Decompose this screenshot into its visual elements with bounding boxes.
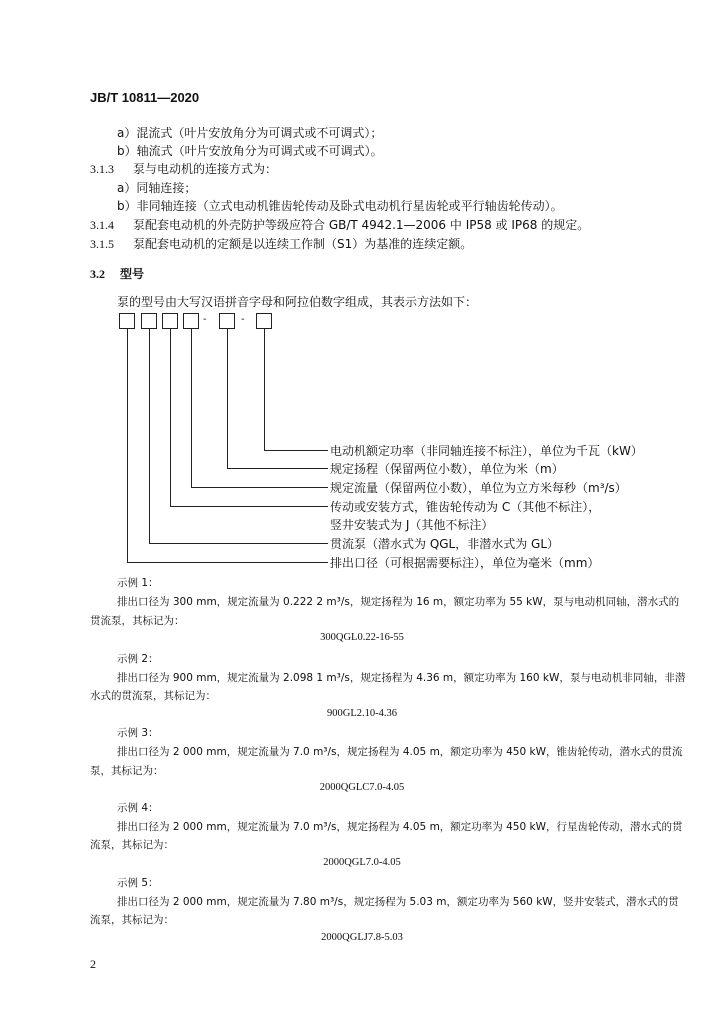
example-label: 示例 5： bbox=[117, 877, 159, 889]
section-text: 泵与电动机的连接方式为： bbox=[133, 162, 278, 176]
example-code: 900GL2.10-4.36 bbox=[327, 708, 397, 719]
section-number: 3.2 bbox=[90, 267, 105, 281]
separator-dash: - bbox=[241, 314, 245, 325]
section-text: 泵配套电动机的定额是以连续工作制（S1）为基准的连续定额。 bbox=[133, 237, 473, 251]
diagram-label: 排出口径（可根据需要标注），单位为毫米（mm） bbox=[330, 556, 600, 570]
separator-dash: - bbox=[203, 314, 207, 325]
list-item-b: b）非同轴连接（立式电动机锥齿轮传动及卧式电动机行星齿轮或平行轴齿轮传动）。 bbox=[117, 199, 563, 213]
section-number: 3.1.3 bbox=[90, 162, 114, 176]
connector-line bbox=[170, 506, 328, 507]
section-number: 3.1.4 bbox=[90, 218, 114, 232]
connector-line bbox=[170, 329, 171, 506]
diagram-label: 电动机额定功率（非同轴连接不标注），单位为千瓦（kW） bbox=[330, 444, 643, 458]
diagram-label: 竖井安装式为 J（其他不标注） bbox=[330, 518, 494, 532]
diagram-label: 贯流泵（潜水式为 QGL，非潜水式为 GL） bbox=[330, 537, 560, 551]
diagram-label: 规定扬程（保留两位小数），单位为米（m） bbox=[330, 462, 564, 476]
list-item-b: b）轴流式（叶片安放角分为可调式或不可调式）。 bbox=[117, 144, 383, 158]
example-text: 排出口径为 2 000 mm，规定流量为 7.0 m³/s，规定扬程为 4.05 m，额定功率为 450 kW，锥齿轮传动，潜水式的贯流 bbox=[117, 746, 683, 758]
connector-line bbox=[264, 450, 328, 451]
list-item-a: a）同轴连接； bbox=[117, 181, 197, 195]
diagram-label: 规定流量（保留两位小数），单位为立方米每秒（m³/s） bbox=[330, 481, 627, 495]
code-box bbox=[219, 313, 235, 329]
section-heading: 型号 bbox=[120, 267, 145, 281]
example-code: 2000QGL7.0-4.05 bbox=[323, 857, 401, 868]
code-box bbox=[183, 313, 199, 329]
example-label: 示例 2： bbox=[117, 653, 159, 665]
example-code: 2000QGLC7.0-4.05 bbox=[319, 782, 405, 793]
example-label: 示例 4： bbox=[117, 802, 159, 814]
connector-line bbox=[127, 562, 328, 563]
example-text: 泵，其标记为： bbox=[90, 765, 164, 777]
document-header: JB/T 10811—2020 bbox=[90, 90, 200, 105]
list-item-a: a）混流式（叶片安放角分为可调式或不可调式）； bbox=[117, 126, 383, 140]
example-text: 贯流泵，其标记为： bbox=[90, 615, 185, 627]
example-text: 排出口径为 900 mm，规定流量为 2.098 1 m³/s，规定扬程为 4.36 m，额定功率为 160 kW，泵与电动机非同轴，非潜 bbox=[117, 672, 686, 684]
page-number: 2 bbox=[90, 957, 96, 971]
section-text: 泵配套电动机的外壳防护等级应符合 GB/T 4942.1—2006 中 IP58 或 IP68 的规定。 bbox=[133, 218, 590, 232]
example-code: 300QGL0.22-16-55 bbox=[320, 632, 404, 643]
example-text: 排出口径为 2 000 mm，规定流量为 7.0 m³/s，规定扬程为 4.05 m，额定功率为 450 kW，行星齿轮传动，潜水式的贯 bbox=[117, 821, 683, 833]
example-code: 2000QGLJ7.8-5.03 bbox=[321, 932, 403, 943]
example-label: 示例 1： bbox=[117, 577, 159, 589]
example-text: 流泵，其标记为： bbox=[90, 839, 174, 851]
connector-line bbox=[149, 329, 150, 543]
example-text: 排出口径为 300 mm，规定流量为 0.222 2 m³/s，规定扬程为 16 m，额定功率为 55 kW，泵与电动机同轴，潜水式的 bbox=[117, 596, 680, 608]
code-box bbox=[256, 313, 272, 329]
code-box bbox=[119, 313, 135, 329]
code-box bbox=[141, 313, 157, 329]
connector-line bbox=[191, 329, 192, 487]
connector-line bbox=[227, 468, 328, 469]
example-text: 水式的贯流泵，其标记为： bbox=[90, 690, 216, 702]
connector-line bbox=[191, 487, 328, 488]
example-text: 排出口径为 2 000 mm，规定流量为 7.80 m³/s，规定扬程为 5.03 m，额定功率为 560 kW，竖井安装式，潜水式的贯 bbox=[117, 896, 679, 908]
intro-text: 泵的型号由大写汉语拼音字母和阿拉伯数字组成，其表示方法如下： bbox=[117, 295, 478, 309]
connector-line bbox=[227, 329, 228, 468]
code-box bbox=[162, 313, 178, 329]
connector-line bbox=[127, 329, 128, 562]
connector-line bbox=[149, 543, 328, 544]
diagram-label: 传动或安装方式，锥齿轮传动为 C（其他不标注）， bbox=[330, 500, 601, 514]
connector-line bbox=[264, 329, 265, 450]
section-number: 3.1.5 bbox=[90, 237, 114, 251]
example-text: 流泵，其标记为： bbox=[90, 914, 174, 926]
example-label: 示例 3： bbox=[117, 727, 159, 739]
